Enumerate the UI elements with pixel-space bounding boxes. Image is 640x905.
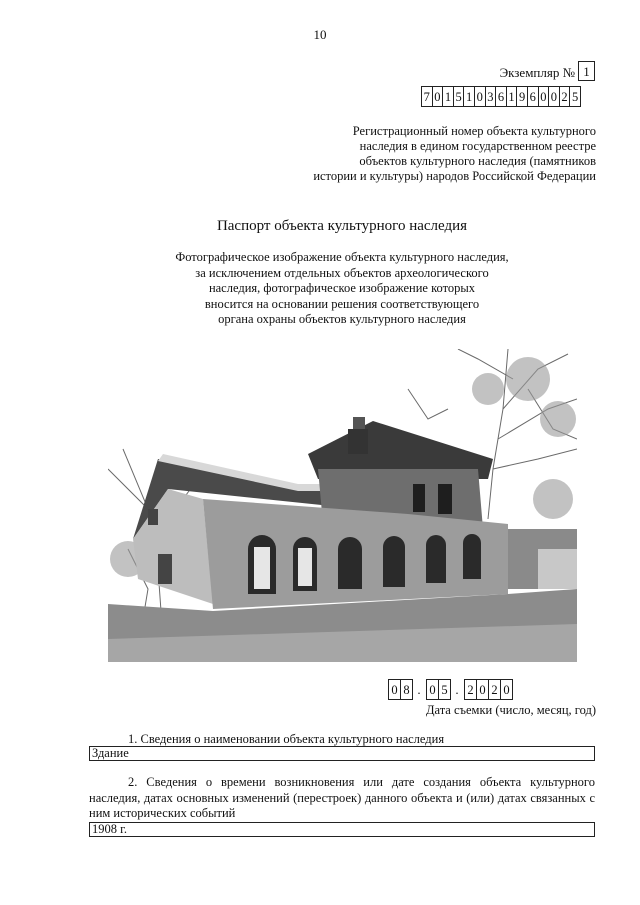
date-separator: . xyxy=(417,681,421,697)
date-digit: 0 xyxy=(426,679,439,700)
reg-digit: 0 xyxy=(548,86,560,107)
section1-label: 1. Сведения о наименовании объекта культурного наследия xyxy=(128,732,445,746)
building-photo xyxy=(108,349,577,662)
reg-digit: 6 xyxy=(495,86,507,107)
reg-digit: 1 xyxy=(463,86,475,107)
photo-caption: Фотографическое изображение объекта культурного наследия, за исключением отдельных объектов археологического наследия, фотографическое изображение которых вносится на основании решения соответствующего органа охраны объектов культурного наследия xyxy=(175,250,509,326)
date-digit: 5 xyxy=(438,679,451,700)
shoot-date-caption: Дата съемки (число, месяц, год) xyxy=(425,703,596,717)
date-digit: 0 xyxy=(476,679,489,700)
registration-caption: Регистрационный номер объекта культурного наследия в едином государственном реестре объектов культурного наследия (памятников истории и культуры) народов Российской Федерации xyxy=(313,124,596,183)
date-digit: 8 xyxy=(400,679,413,700)
date-digit: 0 xyxy=(388,679,401,700)
date-digit: 2 xyxy=(488,679,501,700)
creation-date-field: 1908 г. xyxy=(89,822,595,837)
reg-digit: 0 xyxy=(474,86,486,107)
date-separator: . xyxy=(455,681,459,697)
document-title: Паспорт объекта культурного наследия xyxy=(216,218,468,234)
reg-digit: 0 xyxy=(538,86,550,107)
reg-digit: 1 xyxy=(506,86,518,107)
registration-number xyxy=(421,86,580,107)
reg-digit: 6 xyxy=(527,86,539,107)
reg-digit: 1 xyxy=(442,86,454,107)
shoot-date xyxy=(388,679,512,700)
copy-number-box: 1 xyxy=(578,61,595,81)
copy-number-label: Экземпляр № xyxy=(499,65,575,80)
reg-digit: 9 xyxy=(516,86,528,107)
section2-label: 2. Сведения о времени возникновения или дате создания объекта культурного наследия, датах основных изменений (перестроек) данного объекта и (или) датах связанных с ним исторических событий xyxy=(89,775,595,820)
date-digit: 2 xyxy=(464,679,477,700)
reg-digit: 0 xyxy=(432,86,444,107)
page-number: 10 xyxy=(313,27,327,42)
reg-digit: 2 xyxy=(559,86,571,107)
object-name-field: Здание xyxy=(89,746,595,761)
date-digit: 0 xyxy=(500,679,513,700)
reg-digit: 7 xyxy=(421,86,433,107)
reg-digit: 5 xyxy=(453,86,465,107)
reg-digit: 3 xyxy=(485,86,497,107)
reg-digit: 5 xyxy=(569,86,581,107)
